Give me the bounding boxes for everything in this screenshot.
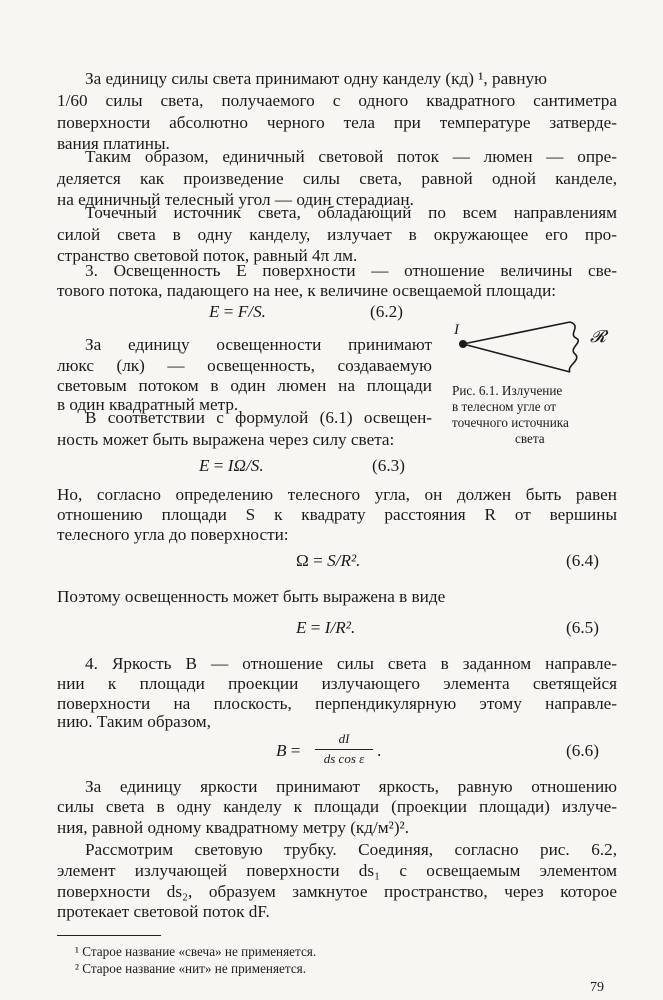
p1-line1: За единицу силы света принимают одну канделу (кд) ¹, равную [85, 69, 547, 88]
figure-surface-label: 𝓡 [590, 327, 606, 346]
p9-line2: нии к площади проекции излучающего элемента светящейся [57, 674, 617, 693]
p11-line2: элемент излучающей поверхности ds₁ с освещаемым элементом [57, 861, 617, 880]
illuminated-surface [569, 322, 578, 372]
p9-line4: нию. Таким образом, [57, 712, 211, 731]
p11-line3: поверхности ds₂, образуем замкнутое пространство, через которое [57, 882, 617, 901]
equation-6-4-number: (6.4) [566, 551, 599, 570]
p5-line3: световым потоком в один люмен на площади [57, 376, 432, 395]
figure-caption-line1: Рис. 6.1. Излучение [452, 383, 563, 398]
equation-6-2-number: (6.2) [370, 302, 403, 321]
cone-upper-edge [463, 322, 570, 344]
figure-caption-line3: точечного источника [452, 415, 569, 430]
p11-line1: Рассмотрим световую трубку. Соединяя, согласно рис. 6.2, [85, 840, 617, 859]
equation-6-6-period: . [377, 741, 382, 760]
footnote-1: ¹ Старое название «свеча» не применяется. [75, 944, 317, 959]
p1-line2: 1/60 силы света, получаемого с одного квадратного сантиметра [57, 91, 617, 110]
p6-line1: В соответствии с формулой (6.1) освещен- [85, 408, 432, 427]
footnote-rule [57, 935, 161, 936]
equation-6-6-denominator: ds cos ε [323, 751, 365, 766]
p1-line3: поверхности абсолютно черного тела при температуре затверде- [57, 113, 617, 132]
equation-6-6-number: (6.6) [566, 741, 599, 760]
figure-source-label: I [454, 322, 459, 338]
p1-line4: вания платины. [57, 134, 170, 153]
p2-line3: на единичный телесный угол — один стерадиан. [57, 190, 414, 209]
p5-line2: люкс (лк) — освещенность, создаваемую [57, 356, 432, 375]
p3-line2: силой света в одну канделу, излучает в окружающее его про- [57, 225, 617, 244]
p10-line1: За единицу яркости принимают яркость, равную отношению [85, 777, 617, 796]
p7-line3: телесного угла до поверхности: [57, 525, 289, 544]
equation-6-6-fraction-bar [315, 749, 373, 750]
p7-line1: Но, согласно определению телесного угла, он должен быть равен [57, 485, 617, 504]
equation-6-5-number: (6.5) [566, 618, 599, 637]
p2-line2: деляется как произведение силы света, равной одной канделе, [57, 169, 617, 188]
equation-6-4: Ω = S/R². [296, 551, 361, 570]
p11-line4: протекает световой поток dF. [57, 902, 270, 921]
p3-line3: странство световой поток, равный 4π лм. [57, 246, 358, 265]
equation-6-2: E = F/S. [209, 302, 266, 321]
equation-6-3: E = IΩ/S. [199, 456, 264, 475]
p2-line1: Таким образом, единичный световой поток — люмен — опре- [85, 147, 617, 166]
p5-line1: За единицу освещенности принимают [85, 335, 432, 354]
footnote-2: ² Старое название «нит» не применяется. [75, 961, 307, 976]
figure-caption-line4: света [515, 431, 545, 446]
p10-line2: силы света в одну канделу к площади (проекции площади) излуче- [57, 797, 617, 816]
cone-lower-edge [463, 344, 570, 372]
p5-line4: в один квадратный метр. [57, 395, 239, 414]
p9-line1: 4. Яркость B — отношение силы света в заданном направле- [85, 654, 617, 673]
p4-line1: 3. Освещенность E поверхности — отношение величины све- [85, 261, 617, 280]
p3-line1: Точечный источник света, обладающий по всем направлениям [85, 203, 617, 222]
equation-6-5: E = I/R². [296, 618, 356, 637]
page-number: 79 [590, 980, 604, 995]
p8-line1: Поэтому освещенность может быть выражена в виде [57, 587, 446, 606]
p10-line3: ния, равной одному квадратному метру (кд/м²)². [57, 818, 410, 837]
equation-6-3-number: (6.3) [372, 456, 405, 475]
p6-line2: ность может быть выражена через силу света: [57, 430, 395, 449]
equation-6-6-numerator: dI [338, 731, 350, 746]
p4-line2: тового потока, падающего на нее, к величине освещаемой площади: [57, 281, 557, 300]
p7-line2: отношению площади S к квадрату расстояния R от вершины [57, 505, 617, 524]
p9-line3: поверхности на плоскость, перпендикулярную этому направле- [57, 694, 617, 713]
figure-caption-line2: в телесном угле от [452, 399, 557, 414]
equation-6-6-lhs: B = [276, 741, 301, 760]
